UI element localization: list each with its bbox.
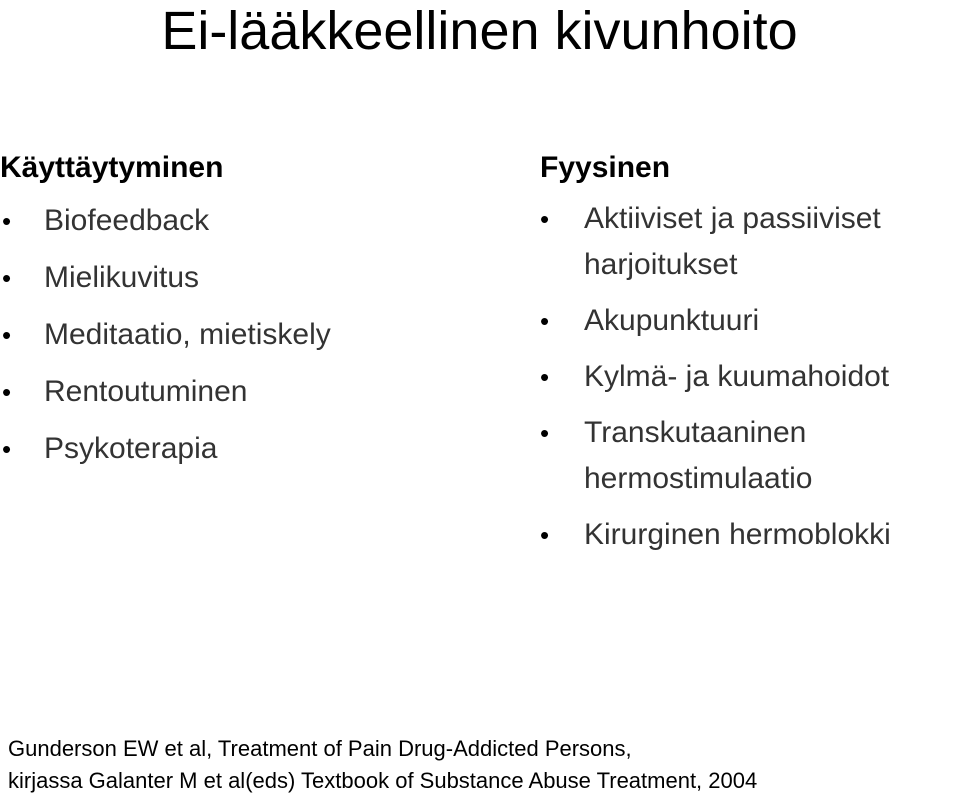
physical-heading: Fyysinen [540, 151, 671, 184]
list-item-label: Meditaatio, mietiskely [44, 318, 331, 351]
bullet-icon: • [2, 206, 12, 236]
list-item-label: Transkutaaninen hermostimulaatio [584, 416, 813, 495]
list-item-label: Biofeedback [44, 204, 210, 237]
list-item [0, 367, 470, 417]
bullet-icon: • [540, 418, 550, 448]
reference-line-1: Gunderson EW et al, Treatment of Pain Drug-Addicted Persons, [8, 736, 632, 761]
list-item [0, 196, 470, 246]
list-item [540, 354, 959, 400]
behavioral-heading: Käyttäytyminen [0, 151, 224, 184]
list-item [540, 298, 959, 344]
physical-list [540, 196, 959, 558]
bullet-icon: • [2, 434, 12, 464]
bullet-icon: • [540, 306, 550, 336]
list-item-label: Kirurginen hermoblokki [584, 518, 891, 551]
physical-column [540, 148, 959, 568]
list-item [0, 310, 470, 360]
list-item-label: Mielikuvitus [44, 261, 200, 294]
list-item [540, 196, 959, 288]
reference-citation [8, 733, 953, 797]
list-item-label: Rentoutuminen [44, 375, 248, 408]
bullet-icon: • [2, 377, 12, 407]
slide-title: Ei-lääkkeellinen kivunhoito [161, 1, 798, 61]
list-item-label: Aktiiviset ja passiiviset harjoitukset [584, 202, 881, 281]
list-item [0, 424, 470, 474]
reference-line-2: kirjassa Galanter M et al(eds) Textbook of Substance Abuse Treatment, 2004 [8, 768, 758, 793]
bullet-icon: • [540, 520, 550, 550]
list-item [540, 410, 959, 502]
bullet-icon: • [540, 362, 550, 392]
list-item [0, 253, 470, 303]
bullet-icon: • [2, 263, 12, 293]
behavioral-list [0, 196, 470, 474]
bullet-icon: • [540, 204, 550, 234]
list-item-label: Kylmä- ja kuumahoidot [584, 360, 890, 393]
list-item-label: Akupunktuuri [584, 304, 760, 337]
bullet-icon: • [2, 320, 12, 350]
list-item [540, 512, 959, 558]
list-item-label: Psykoterapia [44, 432, 218, 465]
behavioral-column [0, 148, 470, 481]
